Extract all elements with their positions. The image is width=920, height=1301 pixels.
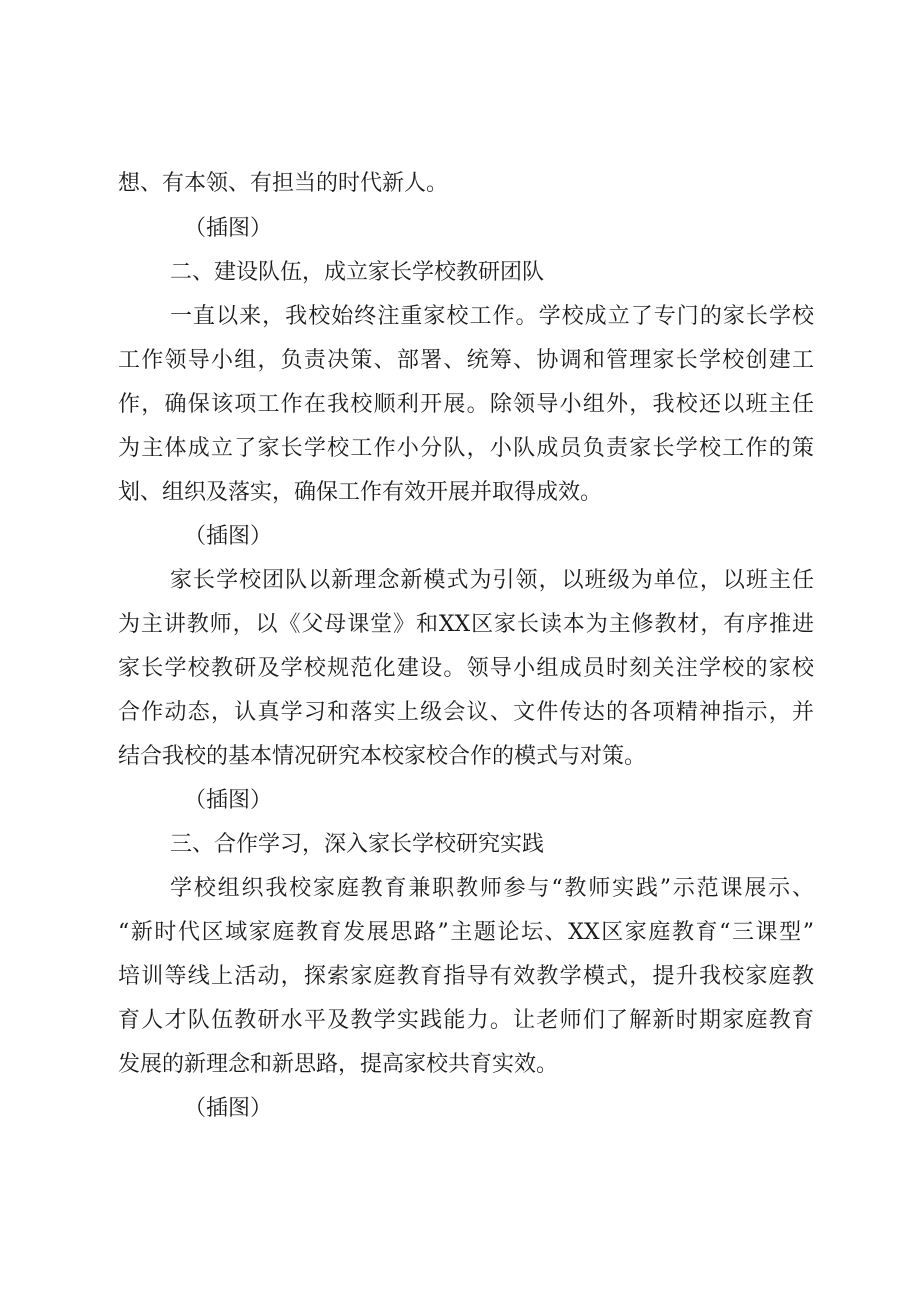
text-line: 划、组织及落实，确保工作有效开展并取得成效。	[118, 480, 603, 505]
section-heading: 二、建设队伍，成立家长学校教研团队	[170, 260, 545, 285]
text-line: “新时代区域家庭教育发展思路”主题论坛、XX区家庭教育“三课型”	[118, 920, 814, 945]
section-heading: 三、合作学习，深入家长学校研究实践	[170, 832, 545, 857]
figure-placeholder: （插图）	[184, 788, 273, 813]
figure-placeholder: （插图）	[184, 216, 273, 241]
figure-placeholder: （插图）	[184, 1096, 273, 1121]
text-line: 想、有本领、有担当的时代新人。	[118, 171, 449, 196]
text-line: 作，确保该项工作在我校顺利开展。除领导小组外，我校还以班主任	[118, 392, 814, 417]
text-line: 一直以来，我校始终注重家校工作。学校成立了专门的家长学校	[170, 304, 814, 329]
text-line: 合作动态，认真学习和落实上级会议、文件传达的各项精神指示，并	[118, 700, 814, 725]
text-line: 学校组织我校家庭教育兼职教师参与“教师实践”示范课展示、	[170, 876, 814, 901]
text-line: 育人才队伍教研水平及教学实践能力。让老师们了解新时期家庭教育	[118, 1008, 814, 1033]
figure-placeholder: （插图）	[184, 524, 273, 549]
text-line: 为主体成立了家长学校工作小分队，小队成员负责家长学校工作的策	[118, 436, 814, 461]
text-line: 为主讲教师，以《父母课堂》和XX区家长读本为主修教材，有序推进	[118, 612, 814, 637]
text-line: 培训等线上活动，探索家庭教育指导有效教学模式，提升我校家庭教	[118, 964, 814, 989]
text-line: 发展的新理念和新思路，提高家校共育实效。	[118, 1052, 559, 1077]
text-line: 家长学校教研及学校规范化建设。领导小组成员时刻关注学校的家校	[118, 656, 814, 681]
text-line: 工作领导小组，负责决策、部署、统筹、协调和管理家长学校创建工	[118, 348, 814, 373]
text-line: 家长学校团队以新理念新模式为引领，以班级为单位，以班主任	[170, 568, 814, 593]
text-line: 结合我校的基本情况研究本校家校合作的模式与对策。	[118, 744, 647, 769]
